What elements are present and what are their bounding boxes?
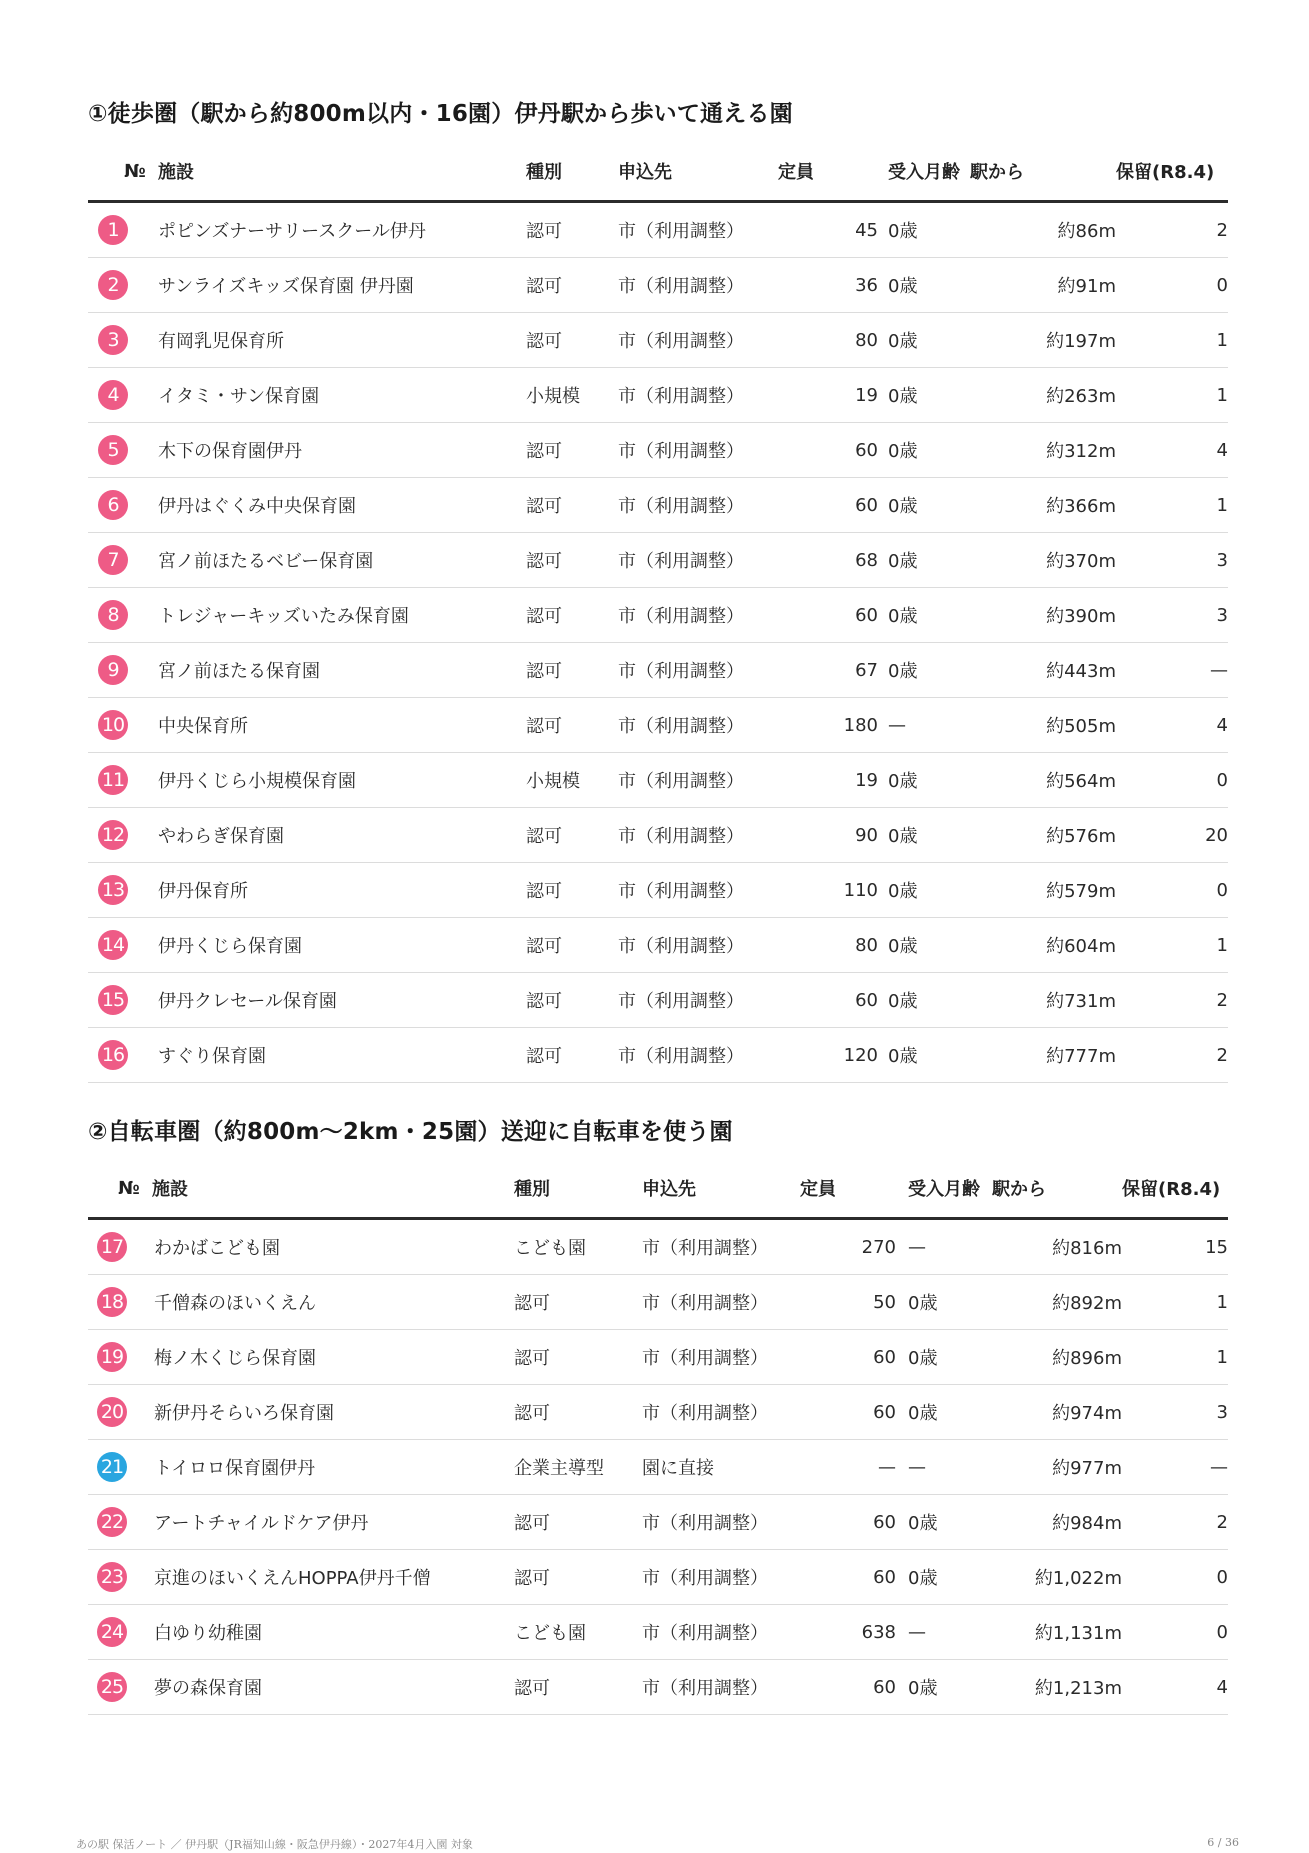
header-distance: 駅から: [970, 142, 1116, 202]
header-apply: 申込先: [642, 1159, 800, 1219]
facility-type: 認可: [526, 698, 618, 753]
number-badge: 24: [97, 1617, 127, 1647]
distance: 約505m: [970, 698, 1116, 753]
waitlist: —: [1116, 643, 1228, 698]
apply-to: 市（利用調整）: [618, 918, 778, 973]
facility-type: 認可: [514, 1330, 642, 1385]
number-cell: [88, 1219, 152, 1275]
accept-age: —: [896, 1219, 992, 1275]
number-badge: 14: [98, 930, 128, 960]
capacity: 638: [800, 1605, 896, 1660]
facility-name: 伊丹保育所: [156, 863, 526, 918]
facility-type: 認可: [526, 1028, 618, 1083]
number-badge: 3: [98, 325, 128, 355]
facility-type: 認可: [514, 1550, 642, 1605]
capacity: 45: [778, 202, 878, 258]
distance: 約816m: [992, 1219, 1122, 1275]
apply-to: 市（利用調整）: [642, 1495, 800, 1550]
facility-name: 伊丹くじら小規模保育園: [156, 753, 526, 808]
table-row: [88, 423, 1228, 478]
number-badge: 21: [97, 1452, 127, 1482]
accept-age: 0歳: [878, 753, 970, 808]
apply-to: 市（利用調整）: [618, 423, 778, 478]
number-badge: 9: [98, 655, 128, 685]
accept-age: 0歳: [896, 1550, 992, 1605]
facility-name: 有岡乳児保育所: [156, 313, 526, 368]
capacity: 80: [778, 313, 878, 368]
accept-age: —: [896, 1605, 992, 1660]
facility-type: 認可: [514, 1660, 642, 1715]
apply-to: 市（利用調整）: [642, 1385, 800, 1440]
accept-age: 0歳: [896, 1275, 992, 1330]
distance: 約984m: [992, 1495, 1122, 1550]
accept-age: 0歳: [878, 368, 970, 423]
capacity: 90: [778, 808, 878, 863]
number-badge: 12: [98, 820, 128, 850]
capacity: 120: [778, 1028, 878, 1083]
capacity: 19: [778, 753, 878, 808]
apply-to: 市（利用調整）: [642, 1219, 800, 1275]
facility-type: 認可: [526, 918, 618, 973]
number-cell: [88, 863, 156, 918]
waitlist: 1: [1116, 478, 1228, 533]
facility-type: 認可: [514, 1495, 642, 1550]
capacity: 60: [800, 1385, 896, 1440]
apply-to: 市（利用調整）: [642, 1550, 800, 1605]
capacity: 60: [778, 478, 878, 533]
number-badge: 4: [98, 380, 128, 410]
facility-type: 企業主導型: [514, 1440, 642, 1495]
waitlist: 1: [1122, 1275, 1228, 1330]
number-cell: [88, 698, 156, 753]
number-cell: [88, 533, 156, 588]
capacity: 60: [800, 1330, 896, 1385]
table-row: [88, 753, 1228, 808]
accept-age: 0歳: [878, 808, 970, 863]
apply-to: 市（利用調整）: [618, 698, 778, 753]
waitlist: 4: [1116, 698, 1228, 753]
number-badge: 22: [97, 1507, 127, 1537]
header-type: 種別: [526, 142, 618, 202]
number-badge: 5: [98, 435, 128, 465]
distance: 約370m: [970, 533, 1116, 588]
facility-name: アートチャイルドケア伊丹: [152, 1495, 514, 1550]
capacity: 60: [800, 1495, 896, 1550]
header-no: №: [88, 142, 156, 202]
walk-facility-table: [88, 142, 1228, 1083]
apply-to: 市（利用調整）: [618, 863, 778, 918]
accept-age: 0歳: [896, 1660, 992, 1715]
distance: 約86m: [970, 202, 1116, 258]
facility-name: トレジャーキッズいたみ保育園: [156, 588, 526, 643]
facility-name: 梅ノ木くじら保育園: [152, 1330, 514, 1385]
accept-age: 0歳: [896, 1330, 992, 1385]
distance: 約896m: [992, 1330, 1122, 1385]
table-row: [88, 863, 1228, 918]
facility-name: 中央保育所: [156, 698, 526, 753]
number-cell: [88, 1028, 156, 1083]
bicycle-facility-table: [88, 1159, 1228, 1715]
distance: 約777m: [970, 1028, 1116, 1083]
table-row: [88, 1440, 1228, 1495]
accept-age: 0歳: [878, 478, 970, 533]
number-cell: [88, 1495, 152, 1550]
facility-type: 認可: [526, 533, 618, 588]
header-type: 種別: [514, 1159, 642, 1219]
facility-name: 伊丹くじら保育園: [156, 918, 526, 973]
apply-to: 市（利用調整）: [618, 258, 778, 313]
section-title-bicycle: ②自転車圏（約800m〜2km・25園）送迎に自転車を使う園: [88, 1119, 733, 1145]
number-badge: 15: [98, 985, 128, 1015]
accept-age: 0歳: [878, 863, 970, 918]
distance: 約263m: [970, 368, 1116, 423]
header-capacity: 定員: [800, 1159, 896, 1219]
page-number: 6 / 36: [1207, 1836, 1239, 1849]
number-cell: [88, 1330, 152, 1385]
number-badge: 18: [97, 1287, 127, 1317]
apply-to: 市（利用調整）: [618, 808, 778, 863]
apply-to: 市（利用調整）: [618, 478, 778, 533]
number-badge: 11: [98, 765, 128, 795]
apply-to: 市（利用調整）: [642, 1330, 800, 1385]
apply-to: 市（利用調整）: [642, 1275, 800, 1330]
apply-to: 市（利用調整）: [618, 753, 778, 808]
capacity: 67: [778, 643, 878, 698]
capacity: 36: [778, 258, 878, 313]
table-row: [88, 1219, 1228, 1275]
capacity: 60: [800, 1660, 896, 1715]
table-row: [88, 1550, 1228, 1605]
table-row: [88, 1385, 1228, 1440]
number-cell: [88, 368, 156, 423]
number-badge: 2: [98, 270, 128, 300]
facility-type: 認可: [526, 973, 618, 1028]
table-row: [88, 533, 1228, 588]
facility-name: 宮ノ前ほたるベビー保育園: [156, 533, 526, 588]
header-apply: 申込先: [618, 142, 778, 202]
capacity: 68: [778, 533, 878, 588]
capacity: —: [800, 1440, 896, 1495]
waitlist: 1: [1122, 1330, 1228, 1385]
capacity: 50: [800, 1275, 896, 1330]
table-row: [88, 918, 1228, 973]
facility-name: すぐり保育園: [156, 1028, 526, 1083]
capacity: 60: [778, 423, 878, 478]
facility-name: 木下の保育園伊丹: [156, 423, 526, 478]
waitlist: 0: [1116, 258, 1228, 313]
number-badge: 17: [97, 1232, 127, 1262]
distance: 約91m: [970, 258, 1116, 313]
number-badge: 10: [98, 710, 128, 740]
capacity: 60: [778, 973, 878, 1028]
distance: 約977m: [992, 1440, 1122, 1495]
table-header-row: [88, 1159, 1228, 1219]
facility-type: 認可: [526, 863, 618, 918]
waitlist: 2: [1116, 202, 1228, 258]
waitlist: —: [1122, 1440, 1228, 1495]
accept-age: 0歳: [878, 423, 970, 478]
accept-age: —: [896, 1440, 992, 1495]
facility-name: サンライズキッズ保育園 伊丹園: [156, 258, 526, 313]
apply-to: 園に直接: [642, 1440, 800, 1495]
capacity: 19: [778, 368, 878, 423]
facility-name: 新伊丹そらいろ保育園: [152, 1385, 514, 1440]
facility-type: 小規模: [526, 368, 618, 423]
capacity: 60: [778, 588, 878, 643]
number-badge: 8: [98, 600, 128, 630]
apply-to: 市（利用調整）: [618, 643, 778, 698]
waitlist: 2: [1116, 1028, 1228, 1083]
accept-age: 0歳: [878, 313, 970, 368]
header-age: 受入月齢: [878, 142, 970, 202]
number-cell: [88, 258, 156, 313]
facility-type: 認可: [514, 1385, 642, 1440]
apply-to: 市（利用調整）: [618, 973, 778, 1028]
table-row: [88, 1330, 1228, 1385]
apply-to: 市（利用調整）: [618, 1028, 778, 1083]
facility-name: わかばこども園: [152, 1219, 514, 1275]
capacity: 60: [800, 1550, 896, 1605]
number-cell: [88, 918, 156, 973]
waitlist: 3: [1122, 1385, 1228, 1440]
waitlist: 1: [1116, 313, 1228, 368]
table-row: [88, 202, 1228, 258]
facility-name: 京進のほいくえんHOPPA伊丹千僧: [152, 1550, 514, 1605]
accept-age: 0歳: [878, 1028, 970, 1083]
header-capacity: 定員: [778, 142, 878, 202]
number-cell: [88, 1440, 152, 1495]
facility-type: 認可: [526, 588, 618, 643]
distance: 約604m: [970, 918, 1116, 973]
facility-name: 伊丹クレセール保育園: [156, 973, 526, 1028]
number-cell: [88, 1605, 152, 1660]
distance: 約579m: [970, 863, 1116, 918]
number-cell: [88, 1660, 152, 1715]
section-title-walk: ①徒歩圏（駅から約800m以内・16園）伊丹駅から歩いて通える園: [88, 101, 793, 127]
distance: 約1,022m: [992, 1550, 1122, 1605]
apply-to: 市（利用調整）: [618, 313, 778, 368]
facility-name: 千僧森のほいくえん: [152, 1275, 514, 1330]
distance: 約1,131m: [992, 1605, 1122, 1660]
table-row: [88, 1275, 1228, 1330]
waitlist: 3: [1116, 588, 1228, 643]
facility-name: トイロロ保育園伊丹: [152, 1440, 514, 1495]
apply-to: 市（利用調整）: [618, 368, 778, 423]
distance: 約366m: [970, 478, 1116, 533]
number-cell: [88, 202, 156, 258]
number-badge: 23: [97, 1562, 127, 1592]
table-row: [88, 1028, 1228, 1083]
waitlist: 2: [1116, 973, 1228, 1028]
facility-type: 認可: [526, 313, 618, 368]
facility-type: 認可: [526, 202, 618, 258]
facility-type: 認可: [514, 1275, 642, 1330]
accept-age: 0歳: [878, 973, 970, 1028]
facility-name: 伊丹はぐくみ中央保育園: [156, 478, 526, 533]
accept-age: —: [878, 698, 970, 753]
table-row: [88, 478, 1228, 533]
distance: 約312m: [970, 423, 1116, 478]
waitlist: 4: [1122, 1660, 1228, 1715]
facility-type: 小規模: [526, 753, 618, 808]
accept-age: 0歳: [896, 1385, 992, 1440]
facility-type: 認可: [526, 808, 618, 863]
distance: 約1,213m: [992, 1660, 1122, 1715]
waitlist: 15: [1122, 1219, 1228, 1275]
distance: 約974m: [992, 1385, 1122, 1440]
table-row: [88, 808, 1228, 863]
footer-text: あの駅 保活ノート ／ 伊丹駅（JR福知山線・阪急伊丹線）・2027年4月入園 対象: [76, 1838, 473, 1851]
distance: 約197m: [970, 313, 1116, 368]
apply-to: 市（利用調整）: [642, 1605, 800, 1660]
facility-type: 認可: [526, 478, 618, 533]
table-row: [88, 698, 1228, 753]
facility-name: 白ゆり幼稚園: [152, 1605, 514, 1660]
facility-name: 宮ノ前ほたる保育園: [156, 643, 526, 698]
number-badge: 16: [98, 1040, 128, 1070]
table-row: [88, 1495, 1228, 1550]
table-row: [88, 973, 1228, 1028]
waitlist: 1: [1116, 918, 1228, 973]
number-cell: [88, 1385, 152, 1440]
number-cell: [88, 643, 156, 698]
waitlist: 2: [1122, 1495, 1228, 1550]
waitlist: 0: [1122, 1605, 1228, 1660]
capacity: 180: [778, 698, 878, 753]
number-badge: 25: [97, 1672, 127, 1702]
number-cell: [88, 478, 156, 533]
number-badge: 6: [98, 490, 128, 520]
header-age: 受入月齢: [896, 1159, 992, 1219]
accept-age: 0歳: [878, 533, 970, 588]
waitlist: 3: [1116, 533, 1228, 588]
distance: 約443m: [970, 643, 1116, 698]
distance: 約564m: [970, 753, 1116, 808]
number-badge: 1: [98, 215, 128, 245]
accept-age: 0歳: [896, 1495, 992, 1550]
number-cell: [88, 753, 156, 808]
accept-age: 0歳: [878, 202, 970, 258]
apply-to: 市（利用調整）: [618, 533, 778, 588]
table-row: [88, 368, 1228, 423]
apply-to: 市（利用調整）: [618, 202, 778, 258]
number-cell: [88, 588, 156, 643]
number-cell: [88, 808, 156, 863]
facility-name: イタミ・サン保育園: [156, 368, 526, 423]
header-waitlist: 保留(R8.4): [1116, 142, 1228, 202]
header-distance: 駅から: [992, 1159, 1122, 1219]
accept-age: 0歳: [878, 643, 970, 698]
number-cell: [88, 973, 156, 1028]
facility-type: こども園: [514, 1605, 642, 1660]
facility-type: 認可: [526, 423, 618, 478]
facility-type: 認可: [526, 258, 618, 313]
apply-to: 市（利用調整）: [618, 588, 778, 643]
waitlist: 20: [1116, 808, 1228, 863]
distance: 約892m: [992, 1275, 1122, 1330]
number-cell: [88, 423, 156, 478]
table-row: [88, 258, 1228, 313]
capacity: 110: [778, 863, 878, 918]
number-badge: 13: [98, 875, 128, 905]
number-cell: [88, 1550, 152, 1605]
number-badge: 20: [97, 1397, 127, 1427]
header-facility: 施設: [156, 142, 526, 202]
facility-type: こども園: [514, 1219, 642, 1275]
facility-type: 認可: [526, 643, 618, 698]
distance: 約731m: [970, 973, 1116, 1028]
header-waitlist: 保留(R8.4): [1122, 1159, 1228, 1219]
distance: 約390m: [970, 588, 1116, 643]
number-cell: [88, 1275, 152, 1330]
table-row: [88, 588, 1228, 643]
table-row: [88, 1605, 1228, 1660]
waitlist: 4: [1116, 423, 1228, 478]
waitlist: 0: [1122, 1550, 1228, 1605]
accept-age: 0歳: [878, 588, 970, 643]
capacity: 270: [800, 1219, 896, 1275]
waitlist: 0: [1116, 863, 1228, 918]
table-row: [88, 643, 1228, 698]
facility-name: 夢の森保育園: [152, 1660, 514, 1715]
accept-age: 0歳: [878, 918, 970, 973]
capacity: 80: [778, 918, 878, 973]
distance: 約576m: [970, 808, 1116, 863]
table-row: [88, 313, 1228, 368]
number-cell: [88, 313, 156, 368]
facility-name: やわらぎ保育園: [156, 808, 526, 863]
number-badge: 19: [97, 1342, 127, 1372]
table-row: [88, 1660, 1228, 1715]
header-facility: 施設: [152, 1159, 514, 1219]
facility-name: ポピンズナーサリースクール伊丹: [156, 202, 526, 258]
table-header-row: [88, 142, 1228, 202]
waitlist: 1: [1116, 368, 1228, 423]
header-no: №: [88, 1159, 152, 1219]
accept-age: 0歳: [878, 258, 970, 313]
waitlist: 0: [1116, 753, 1228, 808]
number-badge: 7: [98, 545, 128, 575]
apply-to: 市（利用調整）: [642, 1660, 800, 1715]
